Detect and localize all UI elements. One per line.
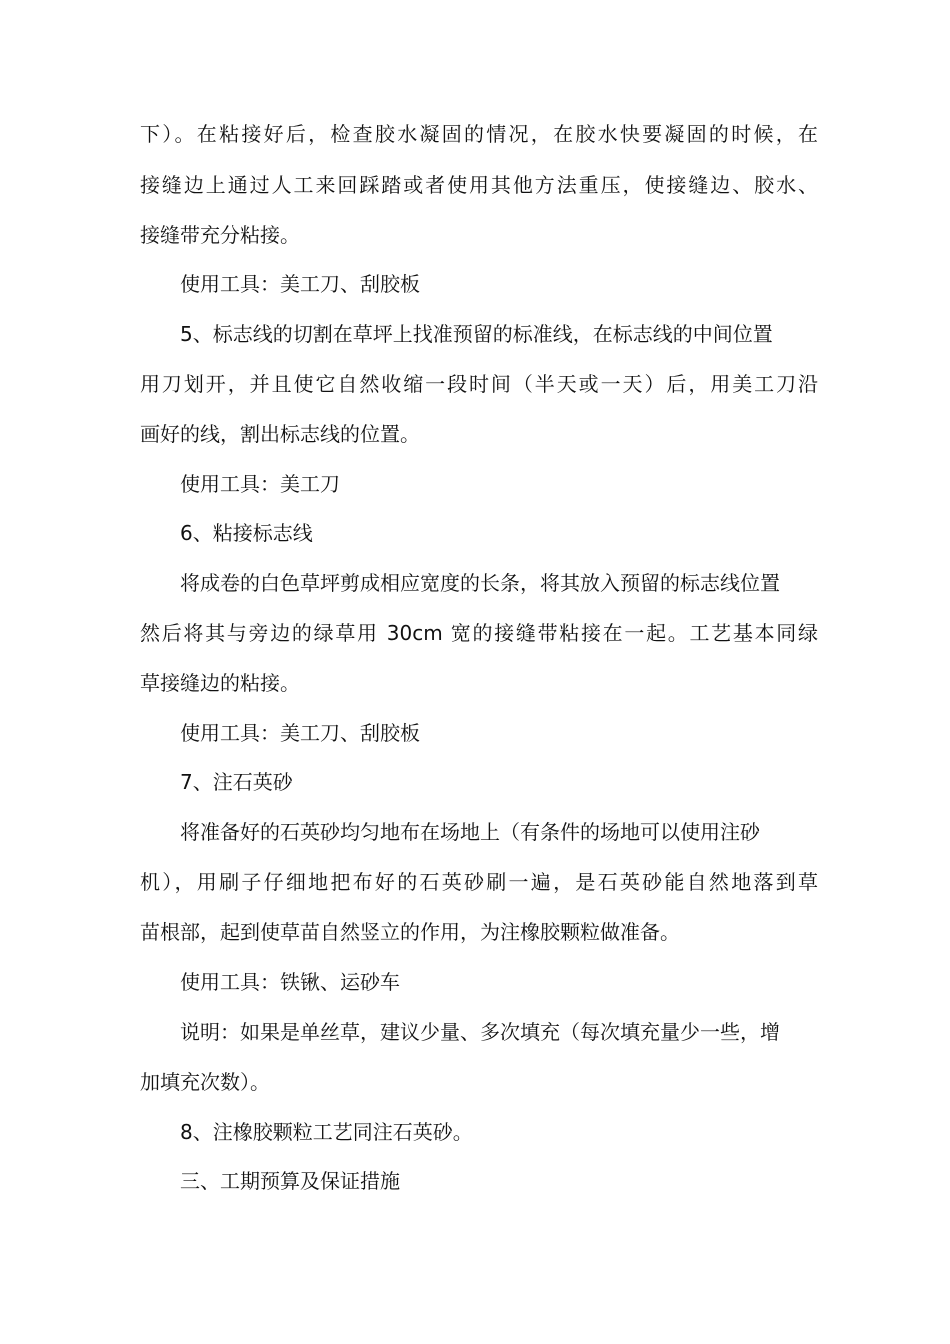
paragraph-line: 接缝边上通过人工来回踩踏或者使用其他方法重压，使接缝边、胶水、 <box>140 173 818 197</box>
paragraph-line: 机），用刷子仔细地把布好的石英砂刷一遍，是石英砂能自然地落到草 <box>140 870 818 894</box>
tools-line: 使用工具：美工刀、刮胶板 <box>180 272 420 296</box>
paragraph-line: 苗根部，起到使草苗自然竖立的作用，为注橡胶颗粒做准备。 <box>140 920 680 944</box>
paragraph-line: 画好的线，割出标志线的位置。 <box>140 422 420 446</box>
section-heading-8: 8、注橡胶颗粒工艺同注石英砂。 <box>180 1120 473 1144</box>
paragraph-line: 将准备好的石英砂均匀地布在场地上（有条件的场地可以使用注砂 <box>180 820 760 844</box>
note-line: 加填充次数）。 <box>140 1070 270 1094</box>
paragraph-line: 然后将其与旁边的绿草用 30cm 宽的接缝带粘接在一起。工艺基本同绿 <box>140 621 818 645</box>
paragraph-line: 下）。在粘接好后，检查胶水凝固的情况，在胶水快要凝固的时候，在 <box>140 122 818 146</box>
note-line: 说明：如果是单丝草，建议少量、多次填充（每次填充量少一些，增 <box>180 1020 780 1044</box>
section-heading-6: 6、粘接标志线 <box>180 521 313 545</box>
tools-line: 使用工具：美工刀、刮胶板 <box>180 721 420 745</box>
paragraph-line: 草接缝边的粘接。 <box>140 671 300 695</box>
paragraph-line: 用刀划开，并且使它自然收缩一段时间（半天或一天）后，用美工刀沿 <box>140 372 818 396</box>
tools-line: 使用工具：美工刀 <box>180 472 340 496</box>
paragraph-line: 接缝带充分粘接。 <box>140 223 300 247</box>
paragraph-line: 将成卷的白色草坪剪成相应宽度的长条，将其放入预留的标志线位置 <box>180 571 780 595</box>
section-heading-7: 7、注石英砂 <box>180 770 293 794</box>
chapter-heading: 三、工期预算及保证措施 <box>180 1169 400 1193</box>
tools-line: 使用工具：铁锹、运砂车 <box>180 970 400 994</box>
section-heading-5: 5、标志线的切割在草坪上找准预留的标准线，在标志线的中间位置 <box>180 322 773 346</box>
